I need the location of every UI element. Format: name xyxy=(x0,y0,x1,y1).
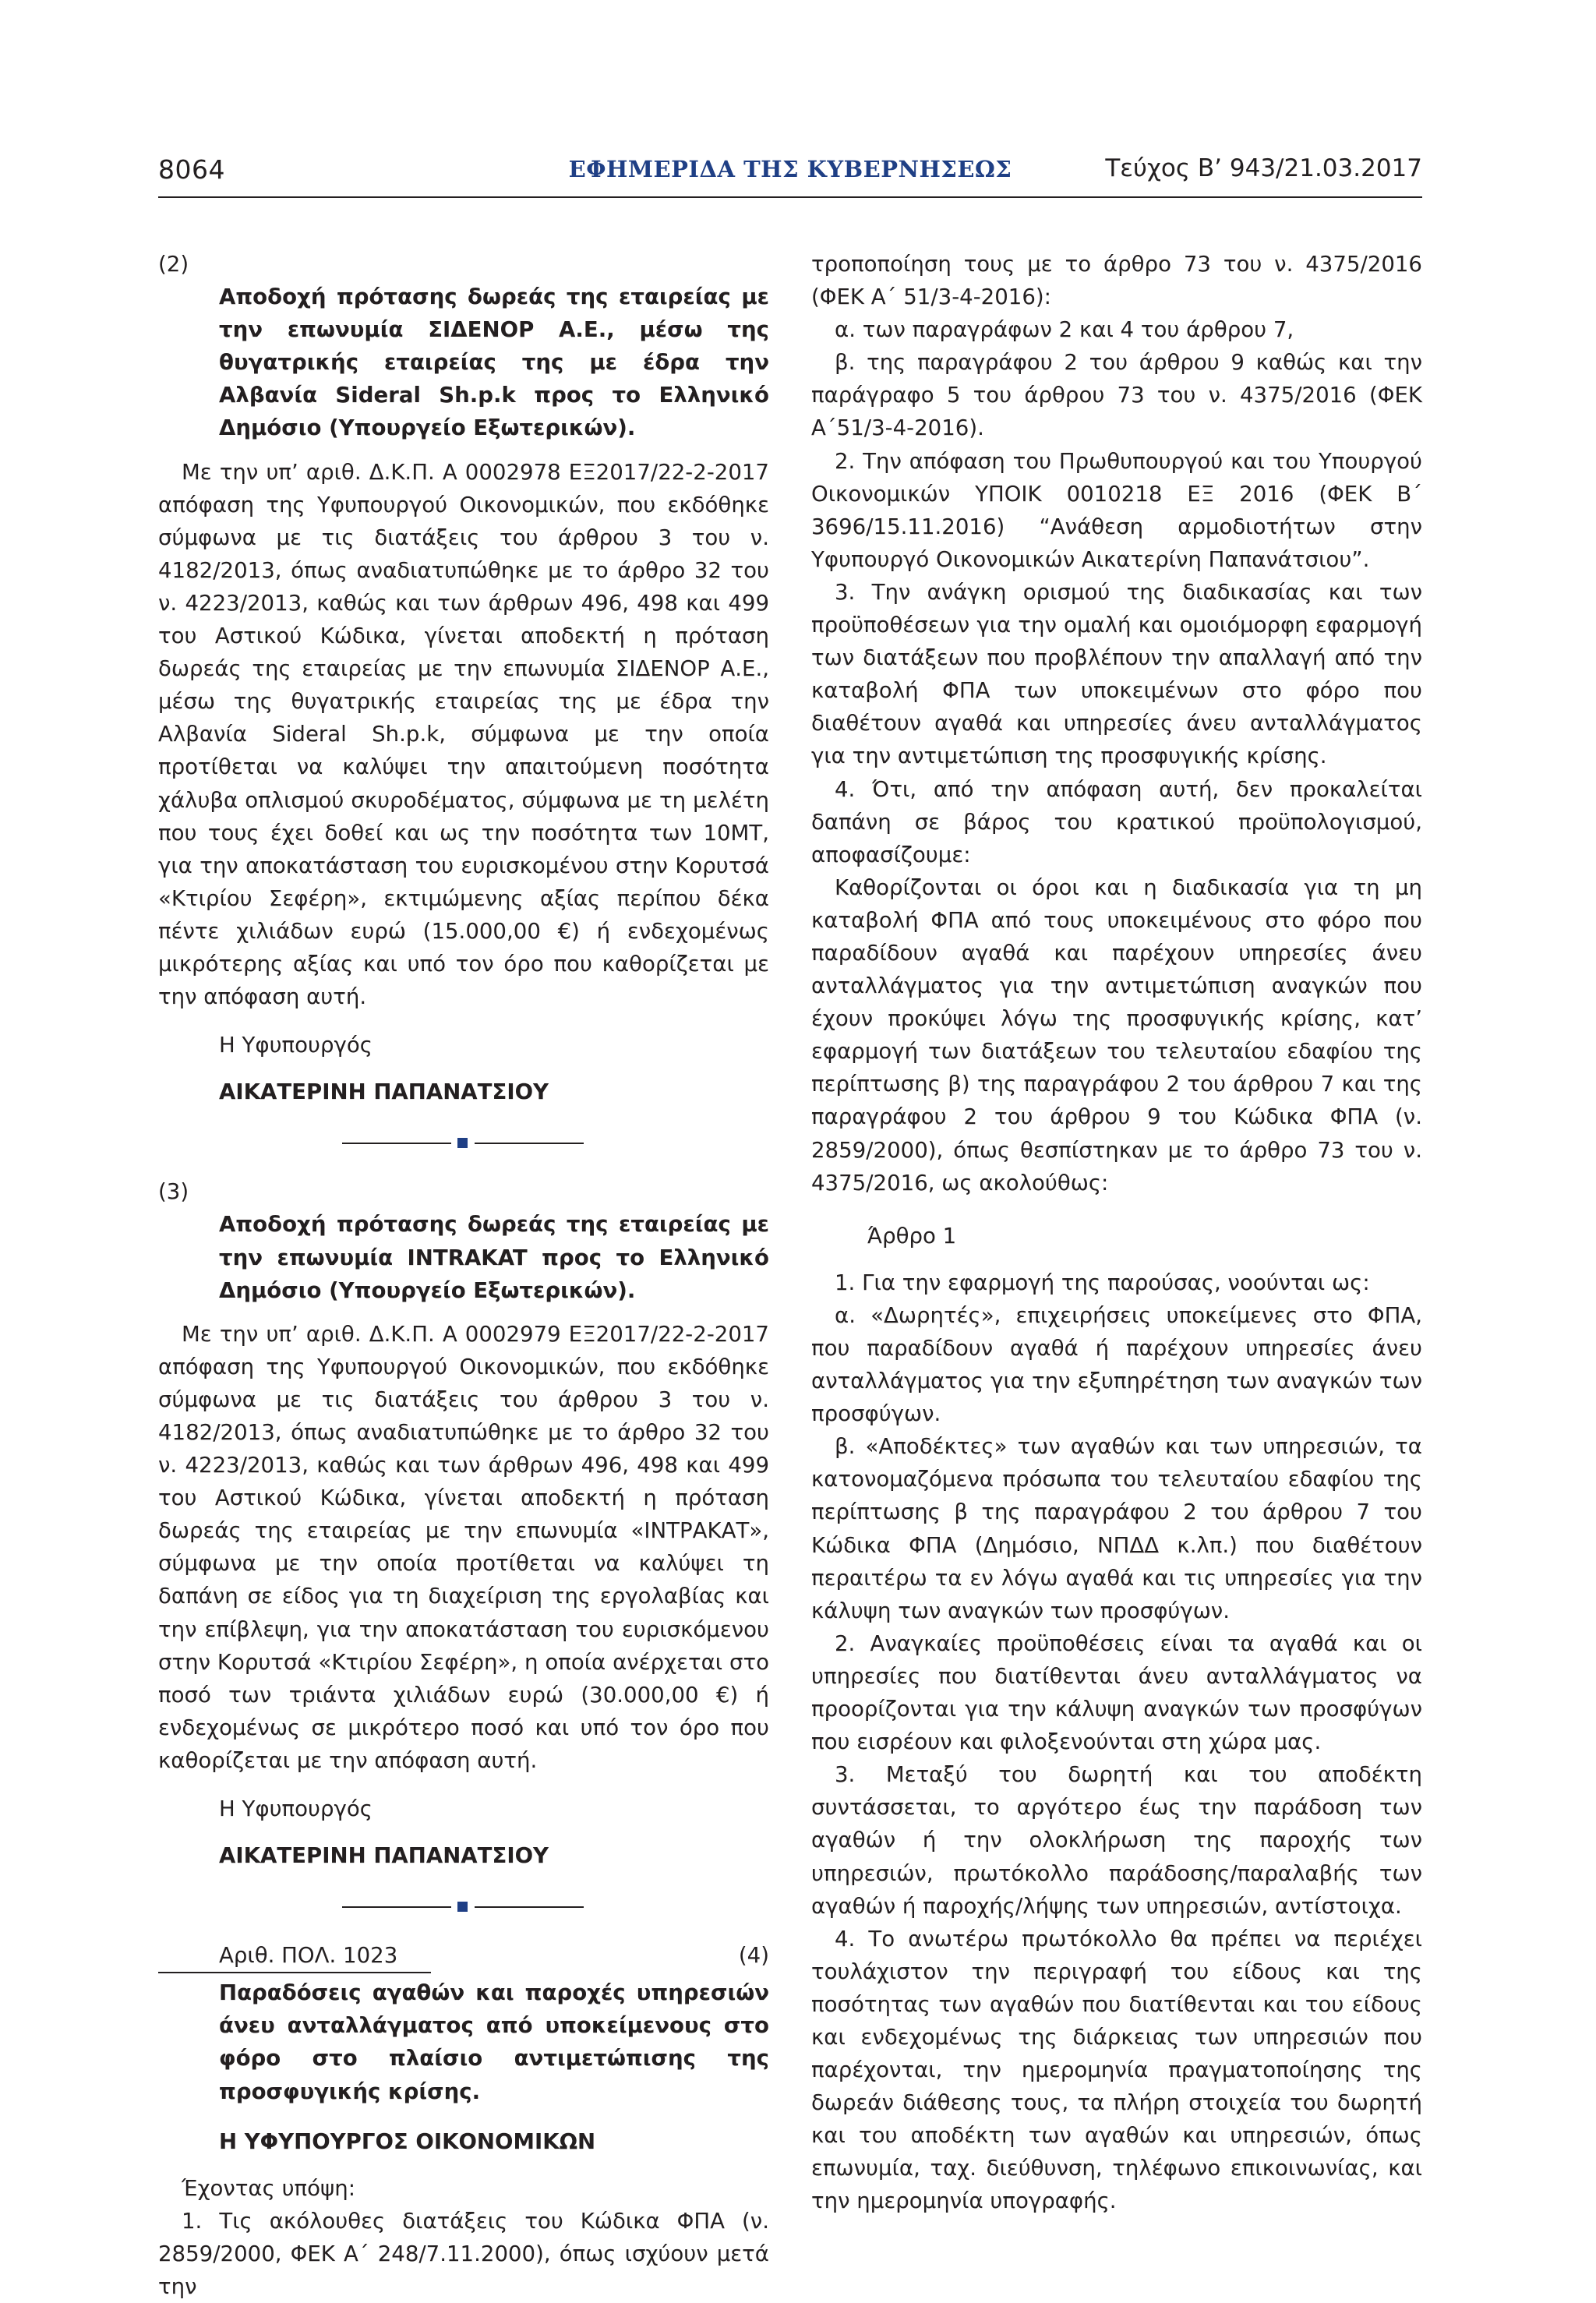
decision-4-number: (4) xyxy=(738,1942,769,1969)
article-1-para-1b: β. «Αποδέκτες» των αγαθών και των υπηρεσιών, τα κατονομαζόμενα πρόσωπα του τελευταίου εδαφίου της περίπτωσης β της παραγράφου 2 του άρθρου 7 του Κώδικα ΦΠΑ (Δημόσιο, ΝΠΔΔ κ.λπ.) που διαθέτουν περαιτέρω τα εν λόγω αγαθά και τις υπηρεσίες για την κάλυψη των αναγκών των προσφύγων. xyxy=(811,1433,1422,1623)
decision-4-reference-row xyxy=(158,1939,769,1972)
section-separator xyxy=(158,1891,769,1923)
decision-4-authority: Η ΥΦΥΠΟΥΡΓΟΣ ΟΙΚΟΝΟΜΙΚΩΝ xyxy=(219,2128,596,2154)
page-header xyxy=(158,154,1422,195)
article-heading: Άρθρο 1 xyxy=(867,1222,957,1249)
decision-2-title: Αποδοχή πρότασης δωρεάς της εταιρείας με την επωνυμία ΣΙΔΕΝΟΡ Α.Ε., μέσω της θυγατρικής εταιρείας της με έδρα την Αλβανία Sideral Sh.p.k προς το Ελληνικό Δημόσιο (Υπουργείο Εξωτερικών). xyxy=(219,284,769,441)
right-paragraph-3: 3. Την ανάγκη ορισμού της διαδικασίας και των προϋποθέσεων για την ομαλή και ομοιόμορφη εφαρμογή των διατάξεων που προβλέπουν την απαλλαγή από την καταβολή ΦΠΑ των υποκειμένων στο φόρο που διαθέτουν αγαθά και υπηρεσίες άνευ ανταλλάγματος για την αντιμετώπιση της προσφυγικής κρίσης. xyxy=(811,578,1422,769)
right-column xyxy=(811,248,1422,2218)
decision-4-having-regard: Έχοντας υπόψη: xyxy=(182,2174,356,2201)
right-paragraph-4: 4. Ότι, από την απόφαση αυτή, δεν προκαλείται δαπάνη σε βάρος του κρατικού προϋπολογισμού, αποφασίζουμε: xyxy=(811,775,1422,867)
decision-4-item-1: 1. Τις ακόλουθες διατάξεις του Κώδικα ΦΠΑ (ν. 2859/2000, ΦΕΚ Α΄ 248/7.11.2000), όπως ισχύουν μετά την xyxy=(158,2207,769,2299)
section-separator xyxy=(158,1127,769,1160)
separator-square-icon xyxy=(457,1138,468,1148)
article-1-para-1: 1. Για την εφαρμογή της παρούσας, νοούνται ως: xyxy=(835,1269,1370,1295)
decision-3-body: Με την υπ’ αριθ. Δ.Κ.Π. Α 0002979 ΕΞ2017/22-2-2017 απόφαση της Υφυπουργού Οικονομικών, που εκδόθηκε σύμφωνα με τις διατάξεις του άρθρου 3 του ν. 4182/2013, όπως αναδιατυπώθηκε με το άρθρο 32 του ν. 4223/2013, καθώς και των άρθρων 496, 498 και 499 του Αστικού Κώδικα, γίνεται αποδεκτή η πρόταση δωρεάς της εταιρείας με την επωνυμία «ΙΝΤΡΑΚΑΤ», σύμφωνα με την οποία προτίθεται να καλύψει τη δαπάνη σε είδος για τη διαχείριση της εργολαβίας και την επίβλεψη, για την αποκατάσταση του ευρισκόμενου στην Κορυτσά «Κτιρίου Σεφέρη», η οποία ανέρχεται στο ποσό των τριάντα χιλιάδων ευρώ (30.000,00 €) ή ενδεχομένως σε μικρότερο ποσό και υπό τον όρο που καθορίζεται με την απόφαση αυτή. xyxy=(158,1320,769,1773)
separator-square-icon xyxy=(457,1902,468,1912)
reference-underline xyxy=(158,1972,431,1973)
right-paragraph-2: 2. Την απόφαση του Πρωθυπουργού και του Υπουργού Οικονομικών ΥΠΟΙΚ 0010218 ΕΞ 2016 (ΦΕΚ Β΄ 3696/15.11.2016) “Ανάθεση αρμοδιοτήτων στην Υφυπουργό Οικονομικών Αικατερίνη Παπανάτσιου”. xyxy=(811,447,1422,572)
issue-reference: Τεύχος B’ 943/21.03.2017 xyxy=(1105,154,1422,182)
decision-3-number: (3) xyxy=(158,1178,189,1205)
decision-3-signer-name: ΑΙΚΑΤΕΡΙΝΗ ΠΑΠΑΝΑΤΣΙΟΥ xyxy=(219,1842,549,1869)
article-1-para-2: 2. Αναγκαίες προϋποθέσεις είναι τα αγαθά και οι υπηρεσίες που διατίθενται άνευ ανταλλάγματος να προορίζονται για την κάλυψη αναγκών των προσφύγων που εισρέουν και φιλοξενούνται στη χώρα μας. xyxy=(811,1630,1422,1755)
decision-2-signer-name: ΑΙΚΑΤΕΡΙΝΗ ΠΑΠΑΝΑΤΣΙΟΥ xyxy=(219,1079,549,1105)
decision-4-title: Παραδόσεις αγαθών και παροχές υπηρεσιών άνευ ανταλλάγματος από υποκείμενους στο φόρο στο πλαίσιο αντιμετώπισης της προσφυγικής κρίσης. xyxy=(219,1980,769,2104)
page-number: 8064 xyxy=(158,154,225,185)
header-rule xyxy=(158,196,1422,198)
decision-3-title: Αποδοχή πρότασης δωρεάς της εταιρείας με την επωνυμία INTRAKAT προς το Ελληνικό Δημόσιο (Υπουργείο Εξωτερικών). xyxy=(219,1211,769,1303)
right-paragraph-5: Καθορίζονται οι όροι και η διαδικασία για τη μη καταβολή ΦΠΑ από τους υποκειμένους στο φόρο που παραδίδουν αγαθά και παρέχουν υπηρεσίες άνευ ανταλλάγματος για την αντιμετώπιση αναγκών που έχουν προκύψει λόγω της προσφυγικής κρίσης, κατ’ εφαρμογή των διατάξεων του τελευταίου εδαφίου της περίπτωσης β) της παραγράφου 2 του άρθρου 7 και της παραγράφου 2 του άρθρου 9 του Κώδικα ΦΠΑ (ν. 2859/2000), όπως θεσπίστηκαν με το άρθρο 73 του ν. 4375/2016, ως ακολούθως: xyxy=(811,874,1422,1196)
gazette-title: ΕΦΗΜΕΡΙΔΑ ΤΗΣ ΚΥΒΕΡΝΗΣΕΩΣ xyxy=(568,156,1012,182)
article-1-para-4: 4. Το ανωτέρω πρωτόκολλο θα πρέπει να περιέχει τουλάχιστον την περιγραφή του είδους και της ποσότητας των αγαθών που διατίθενται και του είδους και ενδεχομένως της διάρκειας των υπηρεσιών που παρέχονται, την ημερομηνία πραγματοποίησης της δωρεάν διάθεσης τους, τα πλήρη στοιχεία του δωρητή και του αποδέκτη των αγαθών και υπηρεσιών, όπως επωνυμία, ταχ. διεύθυνση, τηλέφωνο επικοινωνίας, και την ημερομηνία υπογραφής. xyxy=(811,1925,1422,2214)
right-paragraph-1b: β. της παραγράφου 2 του άρθρου 9 καθώς και την παράγραφο 5 του άρθρου 73 του ν. 4375/2016 (ΦΕΚ Α΄51/3-4-2016). xyxy=(811,349,1422,441)
decision-3-signer-role: Η Υφυπουργός xyxy=(219,1796,373,1822)
decision-4-reference: Αριθ. ΠΟΛ. 1023 xyxy=(219,1942,398,1969)
article-1-para-1a: α. «Δωρητές», επιχειρήσεις υποκείμενες στο ΦΠΑ, που παραδίδουν αγαθά ή παρέχουν υπηρεσίες άνευ ανταλλάγματος για την εξυπηρέτηση των αναγκών των προσφύγων. xyxy=(811,1302,1422,1427)
right-paragraph-1: τροποποίηση τους με το άρθρο 73 του ν. 4375/2016 (ΦΕΚ Α΄ 51/3-4-2016): xyxy=(811,251,1422,310)
left-column xyxy=(158,248,769,2303)
decision-2-signer-role: Η Υφυπουργός xyxy=(219,1032,373,1058)
article-1-para-3: 3. Μεταξύ του δωρητή και του αποδέκτη συντάσσεται, το αργότερο έως την παράδοση των αγαθών ή την ολοκλήρωση της παροχής των υπηρεσιών, πρωτόκολλο παράδοσης/παραλαβής των αγαθών ή παροχής/λήψης των υπηρεσιών, αντίστοιχα. xyxy=(811,1761,1422,1919)
decision-2-number: (2) xyxy=(158,251,189,277)
right-paragraph-1a: α. των παραγράφων 2 και 4 του άρθρου 7, xyxy=(835,316,1294,343)
decision-2-body: Με την υπ’ αριθ. Δ.Κ.Π. Α 0002978 ΕΞ2017/22-2-2017 απόφαση της Υφυπουργού Οικονομικών, που εκδόθηκε σύμφωνα με τις διατάξεις του άρθρου 3 του ν. 4182/2013, όπως αναδιατυπώθηκε με το άρθρο 32 του ν. 4223/2013, καθώς και των άρθρων 496, 498 και 499 του Αστικού Κώδικα, γίνεται αποδεκτή η πρόταση δωρεάς της εταιρείας με την επωνυμία ΣΙΔΕΝΟΡ Α.Ε., μέσω της θυγατρικής εταιρείας της με έδρα την Αλβανία Sideral Sh.p.k, σύμφωνα με την οποία προτίθεται να καλύψει την απαιτούμενη ποσότητα χάλυβα οπλισμού σκυροδέματος, σύμφωνα με τη μελέτη που τους έχει δοθεί και ως την ποσότητα των 10ΜΤ, για την αποκατάσταση του ευρισκομένου στην Κορυτσά «Κτιρίου Σεφέρη», εκτιμώμενης αξίας περίπου δέκα πέντε χιλιάδων ευρώ (15.000,00 €) ή ενδεχομένως μικρότερης αξίας και υπό τον όρο που καθορίζεται με την απόφαση αυτή. xyxy=(158,458,769,1010)
